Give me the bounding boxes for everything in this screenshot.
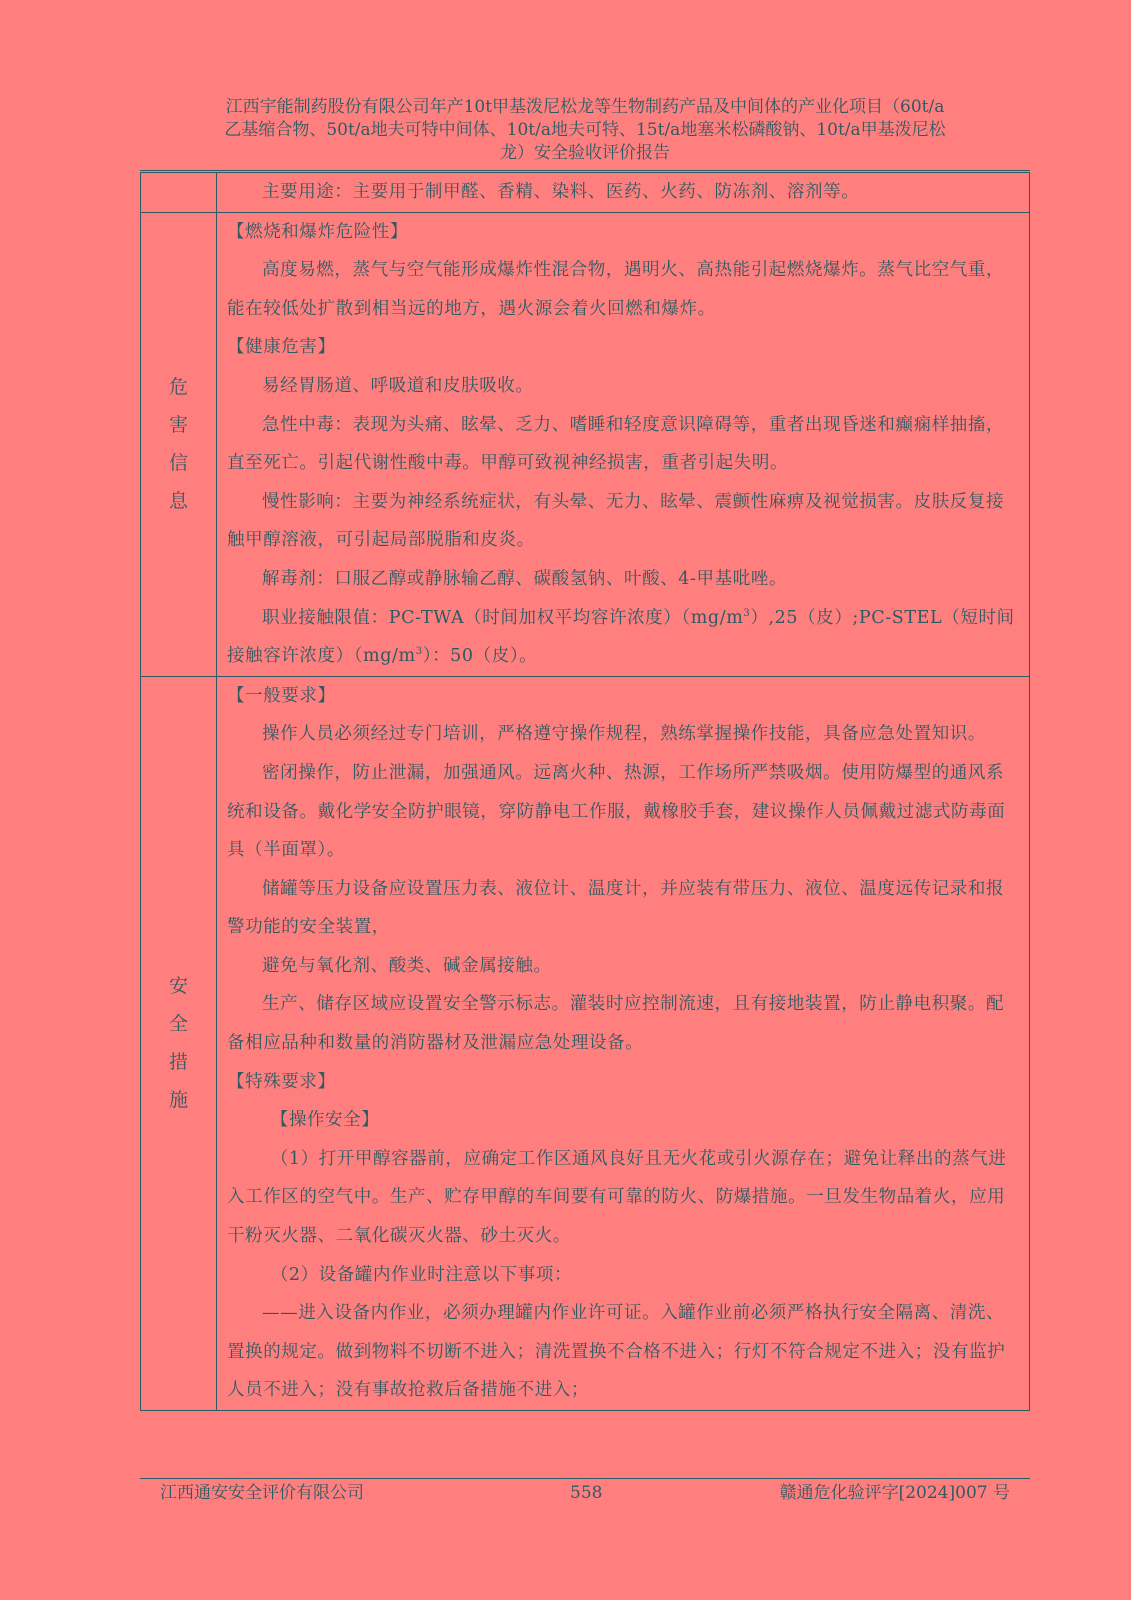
footer-company: 江西通安安全评价有限公司: [160, 1483, 364, 1503]
oel-part: 职业接触限值：PC-TWA（时间加权平均容许浓度）（mg/m: [262, 607, 744, 628]
safety-row: [141, 676, 1030, 1410]
safety-label-char: 措: [168, 1051, 188, 1074]
general-heading: 【一般要求】: [227, 685, 336, 706]
header-line-1: 江西宇能制药股份有限公司年产10t甲基泼尼松龙等生物制药产品及中间体的产业化项目（60t/a: [225, 97, 945, 117]
fire-heading: 【燃烧和爆炸危险性】: [227, 221, 408, 242]
header-line-2: 乙基缩合物、50t/a地夫可特中间体、10t/a地夫可特、15t/a地塞米松磷酸钠、10t/a甲基泼尼松: [224, 120, 946, 140]
superscript: 3: [415, 646, 423, 658]
hazard-content: [217, 212, 1030, 676]
health-paragraph: 慢性影响：主要为神经系统症状，有头晕、无力、眩晕、震颤性麻痹及视觉损害。皮肤反复接触甲醇溶液，可引起局部脱脂和皮炎。: [227, 491, 1005, 551]
general-paragraph: 储罐等压力设备应设置压力表、液位计、温度计，并应装有带压力、液位、温度远传记录和报警功能的安全装置，: [227, 878, 1005, 938]
superscript: 3: [743, 607, 751, 619]
usage-text: 主要用途：主要用于制甲醛、香精、染料、医药、火药、防冻剂、溶剂等。: [262, 182, 860, 202]
hazard-label-char: 息: [168, 490, 188, 513]
safety-label-char: 全: [168, 1013, 188, 1036]
health-paragraph: 易经胃肠道、呼吸道和皮肤吸收。: [262, 375, 534, 396]
fire-text: 高度易燃，蒸气与空气能形成爆炸性混合物，遇明火、高热能引起燃烧爆炸。蒸气比空气重，能在较低处扩散到相当远的地方，遇火源会着火回燃和爆炸。: [227, 260, 1005, 319]
footer-divider: [140, 1478, 1030, 1479]
general-paragraph: 避免与氧化剂、酸类、碱金属接触。: [262, 955, 552, 976]
hazard-label-char: 害: [168, 414, 188, 437]
safety-label-char: 施: [168, 1089, 188, 1112]
header-divider: [140, 170, 1030, 171]
health-paragraph: 急性中毒：表现为头痛、眩晕、乏力、嗜睡和轻度意识障碍等，重者出现昏迷和癫痫样抽搐，直至死亡。引起代谢性酸中毒。甲醇可致视神经损害，重者引起失明。: [227, 414, 1005, 474]
operation-heading: 【操作安全】: [270, 1110, 380, 1131]
document-number: 赣通危化验评字[2024]007 号: [779, 1483, 1010, 1503]
usage-row: [141, 173, 1030, 213]
general-paragraph: 密闭操作，防止泄漏，加强通风。远离火种、热源，工作场所严禁吸烟。使用防爆型的通风系统和设备。戴化学安全防护眼镜，穿防静电工作服，戴橡胶手套，建议操作人员佩戴过滤式防毒面具（半面罩）。: [227, 762, 1006, 861]
safety-content: [217, 676, 1030, 1410]
antidote-text: 解毒剂：口服乙醇或静脉输乙醇、碳酸氢钠、叶酸、4-甲基吡唑。: [262, 568, 788, 589]
special-paragraph: （2）设备罐内作业时注意以下事项：: [270, 1264, 573, 1285]
page-header: [150, 96, 1020, 165]
hazard-label-char: 危: [168, 376, 188, 399]
oel-part: ）：50（皮）。: [422, 646, 538, 667]
exposure-limit-text: [227, 599, 1019, 676]
hazard-row: [141, 212, 1030, 676]
oel-part: ）,25（皮）;PC-STEL（短时间接触容许浓度）（mg/m: [227, 607, 1015, 667]
special-heading: 【特殊要求】: [227, 1071, 336, 1092]
hazard-label: [141, 212, 217, 676]
safety-label: [141, 676, 217, 1410]
header-line-3: 龙）安全验收评价报告: [500, 143, 670, 163]
special-paragraph: （1）打开甲醇容器前，应确定工作区通风良好且无火花或引火源存在；避免让释出的蒸气进入工作区的空气中。生产、贮存甲醇的车间要有可靠的防火、防爆措施。一旦发生物品着火，应用干粉灭火器、二氧化碳灭火器、砂土灭火。: [227, 1148, 1007, 1247]
usage-content: [217, 173, 1030, 213]
hazard-label-char: 信: [168, 452, 188, 475]
safety-label-char: 安: [168, 975, 188, 998]
health-heading: 【健康危害】: [227, 337, 336, 358]
usage-label-cell: [141, 173, 217, 213]
page-number: 558: [570, 1483, 603, 1503]
special-paragraph: ——进入设备内作业，必须办理罐内作业许可证。入罐作业前必须严格执行安全隔离、清洗、置换的规定。做到物料不切断不进入；清洗置换不合格不进入；行灯不符合规定不进入；没有监护人员不进入；没有事故抢救后备措施不进入；: [227, 1303, 1006, 1401]
msds-table: [140, 172, 1030, 1411]
general-paragraph: 生产、储存区域应设置安全警示标志。灌装时应控制流速，且有接地装置，防止静电积聚。配备相应品种和数量的消防器材及泄漏应急处理设备。: [227, 994, 1005, 1054]
general-paragraph: 操作人员必须经过专门培训，严格遵守操作规程，熟练掌握操作技能，具备应急处置知识。: [262, 724, 986, 745]
